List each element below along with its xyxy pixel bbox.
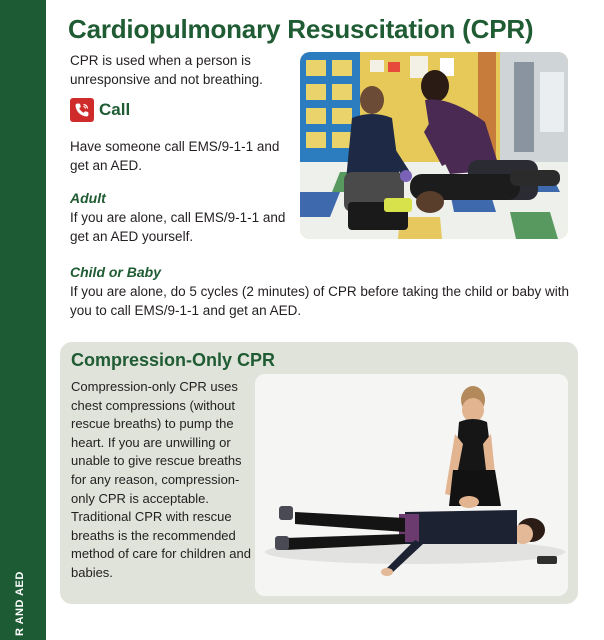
- intro-text: CPR is used when a person is unresponsive and not breathing.: [70, 53, 263, 87]
- adult-heading: Adult: [70, 190, 106, 206]
- call-heading-row: [70, 98, 130, 122]
- chapter-label: R AND AED: [14, 571, 26, 636]
- phone-icon: [70, 98, 94, 122]
- child-heading: Child or Baby: [70, 264, 162, 280]
- page-title: Cardiopulmonary Resuscitation (CPR): [68, 14, 534, 44]
- call-heading: Call: [99, 100, 131, 119]
- child-text: If you are alone, do 5 cycles (2 minutes) of CPR before taking the child or baby with you to call EMS/9-1-1 and get an AED.: [70, 284, 570, 318]
- compression-only-heading: Compression-Only CPR: [71, 350, 276, 370]
- cpr-rescuers-photo: [300, 52, 568, 239]
- compression-only-photo: [255, 374, 568, 596]
- call-text: Have someone call EMS/9-1-1 and get an AED.: [70, 139, 280, 173]
- chapter-sidebar: [0, 0, 46, 640]
- adult-text: If you are alone, call EMS/9-1-1 and get an AED yourself.: [70, 210, 286, 244]
- compression-only-text: Compression-only CPR uses chest compressions (without rescue breaths) to pump the heart. If you are unwilling or unable to give rescue breaths for any reason, compression-only CPR is acceptable. Traditional CPR with rescue breaths is the recommended method of care for children and babies.: [71, 379, 251, 580]
